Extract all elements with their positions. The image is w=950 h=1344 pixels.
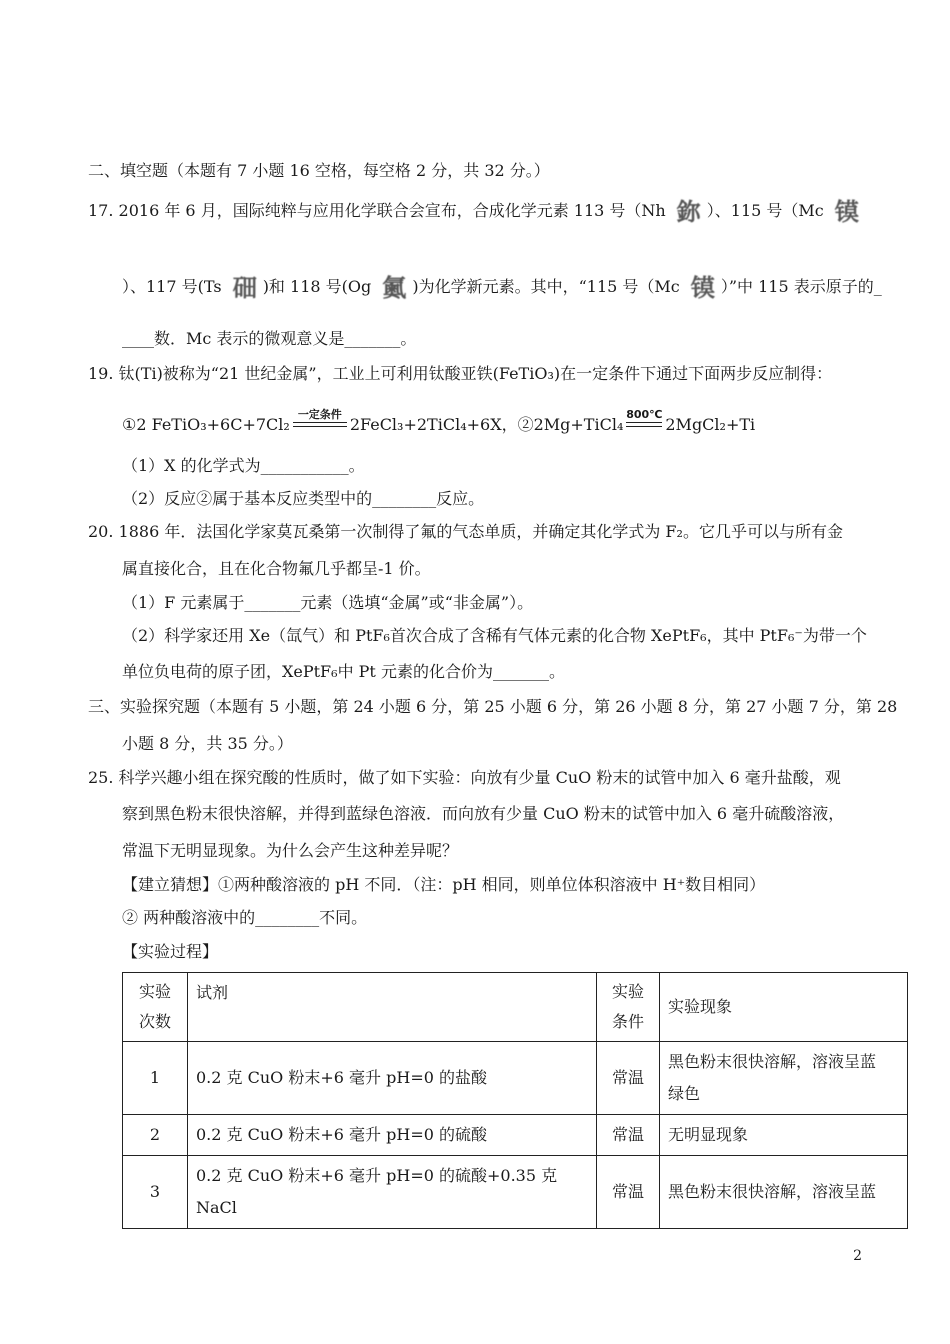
cell-reagent: 0.2 克 CuO 粉末+6 毫升 pH=0 的盐酸 bbox=[188, 1042, 597, 1115]
question-19-sub-1: （1）X 的化学式为___________。 bbox=[122, 456, 365, 475]
experiment-table bbox=[122, 972, 908, 1229]
hypothesis-1: 【建立猜想】①两种酸溶液的 pH 不同．（注：pH 相同，则单位体积溶液中 H⁺数目相同） bbox=[122, 875, 766, 894]
cell-trial: 1 bbox=[123, 1042, 188, 1115]
section-2-title: 二、填空题（本题有 7 小题 16 空格，每空格 2 分，共 32 分。） bbox=[88, 161, 550, 180]
question-17-line-2: ）、117 号(Ts 鿬 )和 118 号(Og 鿫 )为化学新元素。其中，“115 号（Mc 镆 ）”中 115 表示原子的_ bbox=[122, 273, 882, 302]
hypothesis-2: ② 两种酸溶液中的________不同。 bbox=[122, 908, 368, 927]
question-19-equations: ①2 FeTiO₃+6C+7Cl₂ 一定条件 2FeCl₃+2TiCl₄+6X，②2Mg+TiCl₄ 800℃ 2MgCl₂+Ti bbox=[122, 408, 756, 434]
cell-phenomenon: 黑色粉末很快溶解，溶液呈蓝 bbox=[660, 1156, 908, 1229]
question-25-line-3: 常温下无明显现象。为什么会产生这种差异呢？ bbox=[122, 841, 459, 860]
header-condition: 实验 条件 bbox=[597, 973, 660, 1042]
cell-phenomenon: 无明显现象 bbox=[660, 1115, 908, 1156]
question-20-sub-2a: （2）科学家还用 Xe（氙气）和 PtF₆首次合成了含稀有气体元素的化合物 XePtF₆，其中 PtF₆⁻为带一个 bbox=[122, 626, 867, 645]
section-3-title-cont: 小题 8 分，共 35 分。） bbox=[122, 734, 293, 753]
ts-element-glyph: 鿬 bbox=[232, 273, 257, 302]
question-17-line-1: 17. 2016 年 6 月，国际纯粹与应用化学联合会宣布，合成化学元素 113 号（Nh 鉨 ）、115 号（Mc 镆 bbox=[88, 197, 859, 226]
question-20-sub-1: （1）F 元素属于_______元素（选填“金属”或“非金属”）。 bbox=[122, 593, 534, 612]
cell-trial: 2 bbox=[123, 1115, 188, 1156]
table-row bbox=[123, 1115, 908, 1156]
mc-element-glyph-2: 镆 bbox=[690, 273, 715, 302]
cell-condition: 常温 bbox=[597, 1156, 660, 1229]
reaction-arrow-1: 一定条件 bbox=[291, 412, 349, 432]
question-17-line-3: ____数．Mc 表示的微观意义是_______。 bbox=[122, 329, 417, 348]
cell-phenomenon: 黑色粉末很快溶解，溶液呈蓝 绿色 bbox=[660, 1042, 908, 1115]
question-20-sub-2b: 单位负电荷的原子团，XePtF₆中 Pt 元素的化合价为_______。 bbox=[122, 662, 565, 681]
experiment-process-heading: 【实验过程】 bbox=[122, 942, 219, 961]
table-header-row bbox=[123, 973, 908, 1042]
question-25-line-2: 察到黑色粉末很快溶解，并得到蓝绿色溶液．而向放有少量 CuO 粉末的试管中加入 6 毫升硫酸溶液， bbox=[122, 804, 845, 823]
question-20-line-2: 属直接化合，且在化合物氟几乎都呈-1 价。 bbox=[122, 559, 431, 578]
mc-element-glyph: 镆 bbox=[834, 197, 859, 226]
table-row bbox=[123, 1042, 908, 1115]
question-25-line-1: 25. 科学兴趣小组在探究酸的性质时，做了如下实验：向放有少量 CuO 粉末的试管中加入 6 毫升盐酸，观 bbox=[88, 768, 841, 787]
question-19-line-1: 19. 钛(Ti)被称为“21 世纪金属”，工业上可利用钛酸亚铁(FeTiO₃)在一定条件下通过下面两步反应制得： bbox=[88, 364, 833, 383]
cell-reagent: 0.2 克 CuO 粉末+6 毫升 pH=0 的硫酸 bbox=[188, 1115, 597, 1156]
question-20-line-1: 20. 1886 年．法国化学家莫瓦桑第一次制得了氟的气态单质，并确定其化学式为 F₂。它几乎可以与所有金 bbox=[88, 522, 843, 541]
question-19-sub-2: （2）反应②属于基本反应类型中的________反应。 bbox=[122, 489, 485, 508]
reaction-arrow-2: 800℃ bbox=[624, 412, 664, 432]
page-number: 2 bbox=[853, 1248, 862, 1264]
header-reagent: 试剂 bbox=[188, 973, 597, 1042]
cell-reagent: 0.2 克 CuO 粉末+6 毫升 pH=0 的硫酸+0.35 克 NaCl bbox=[188, 1156, 597, 1229]
nh-element-glyph: 鉨 bbox=[676, 197, 701, 226]
cell-trial: 3 bbox=[123, 1156, 188, 1229]
cell-condition: 常温 bbox=[597, 1042, 660, 1115]
section-3-title: 三、实验探究题（本题有 5 小题，第 24 小题 6 分，第 25 小题 6 分，第 26 小题 8 分，第 27 小题 7 分，第 28 bbox=[88, 697, 898, 716]
cell-condition: 常温 bbox=[597, 1115, 660, 1156]
header-phenomenon: 实验现象 bbox=[660, 973, 908, 1042]
header-trial: 实验 次数 bbox=[123, 973, 188, 1042]
og-element-glyph: 鿫 bbox=[382, 273, 407, 302]
table-row bbox=[123, 1156, 908, 1229]
